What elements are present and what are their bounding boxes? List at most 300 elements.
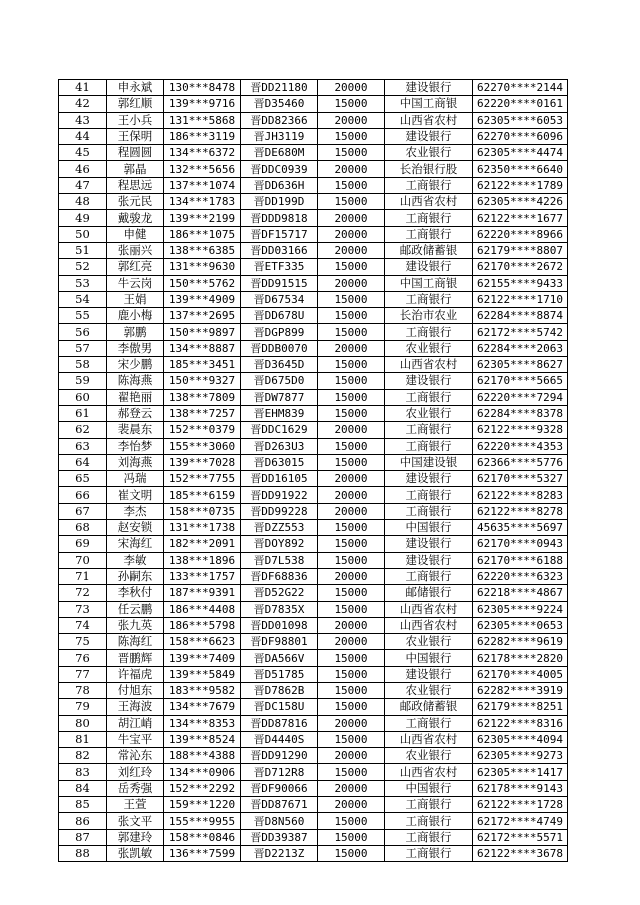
amount-cell: 15000 <box>318 145 385 161</box>
row-number-cell: 49 <box>59 210 107 226</box>
row-number-cell: 85 <box>59 797 107 813</box>
row-number-cell: 41 <box>59 80 107 96</box>
name-cell: 郝登云 <box>107 405 164 421</box>
card-number-cell: 62122****8278 <box>473 503 568 519</box>
bank-cell: 建设银行 <box>385 471 473 487</box>
name-cell: 王萱 <box>107 797 164 813</box>
table-row <box>59 259 568 275</box>
bank-cell: 工商银行 <box>385 715 473 731</box>
name-cell: 孙嗣东 <box>107 568 164 584</box>
plate-number-cell: 晋DDB0070 <box>241 340 318 356</box>
table-row <box>59 291 568 307</box>
card-number-cell: 62305****4474 <box>473 145 568 161</box>
amount-cell: 15000 <box>318 291 385 307</box>
plate-number-cell: 晋DW7877 <box>241 389 318 405</box>
amount-cell: 15000 <box>318 764 385 780</box>
bank-cell: 山西省农村 <box>385 731 473 747</box>
table-row <box>59 764 568 780</box>
card-number-cell: 62122****1677 <box>473 210 568 226</box>
bank-cell: 山西省农村 <box>385 601 473 617</box>
card-number-cell: 62305****1417 <box>473 764 568 780</box>
table-row <box>59 177 568 193</box>
row-number-cell: 64 <box>59 454 107 470</box>
table-row <box>59 226 568 242</box>
plate-number-cell: 晋EHM839 <box>241 405 318 421</box>
bank-cell: 山西省农村 <box>385 357 473 373</box>
amount-cell: 15000 <box>318 845 385 861</box>
table-row <box>59 389 568 405</box>
table-row <box>59 797 568 813</box>
row-number-cell: 57 <box>59 340 107 356</box>
card-number-cell: 62178****2820 <box>473 650 568 666</box>
row-number-cell: 76 <box>59 650 107 666</box>
table-row <box>59 780 568 796</box>
card-number-cell: 62305****6053 <box>473 112 568 128</box>
card-number-cell: 62170****0943 <box>473 536 568 552</box>
plate-number-cell: 晋JH3119 <box>241 128 318 144</box>
bank-cell: 农业银行 <box>385 145 473 161</box>
plate-number-cell: 晋D7862B <box>241 682 318 698</box>
bank-cell: 工商银行 <box>385 210 473 226</box>
plate-number-cell: 晋DD91290 <box>241 748 318 764</box>
row-number-cell: 46 <box>59 161 107 177</box>
amount-cell: 20000 <box>318 503 385 519</box>
plate-number-cell: 晋DGP899 <box>241 324 318 340</box>
bank-cell: 山西省农村 <box>385 194 473 210</box>
bank-cell: 建设银行 <box>385 666 473 682</box>
plate-number-cell: 晋DF68836 <box>241 568 318 584</box>
table-row <box>59 520 568 536</box>
name-cell: 陈海燕 <box>107 373 164 389</box>
table-row <box>59 438 568 454</box>
row-number-cell: 86 <box>59 813 107 829</box>
bank-cell: 工商银行 <box>385 422 473 438</box>
phone-cell: 138***7257 <box>164 405 241 421</box>
bank-cell: 工商银行 <box>385 845 473 861</box>
table-row <box>59 699 568 715</box>
table-row <box>59 471 568 487</box>
phone-cell: 159***1220 <box>164 797 241 813</box>
name-cell: 李杰 <box>107 503 164 519</box>
name-cell: 张丽兴 <box>107 242 164 258</box>
bank-cell: 工商银行 <box>385 797 473 813</box>
phone-cell: 152***2292 <box>164 780 241 796</box>
card-number-cell: 62305****9224 <box>473 601 568 617</box>
name-cell: 牛宝平 <box>107 731 164 747</box>
name-cell: 牛云岗 <box>107 275 164 291</box>
bank-cell: 建设银行 <box>385 80 473 96</box>
card-number-cell: 62366****5776 <box>473 454 568 470</box>
card-number-cell: 62220****6323 <box>473 568 568 584</box>
table-row <box>59 308 568 324</box>
plate-number-cell: 晋DD87816 <box>241 715 318 731</box>
card-number-cell: 62122****8316 <box>473 715 568 731</box>
phone-cell: 158***6623 <box>164 634 241 650</box>
amount-cell: 15000 <box>318 128 385 144</box>
amount-cell: 15000 <box>318 454 385 470</box>
bank-cell: 工商银行 <box>385 568 473 584</box>
table-row <box>59 242 568 258</box>
amount-cell: 20000 <box>318 242 385 258</box>
plate-number-cell: 晋DD87671 <box>241 797 318 813</box>
row-number-cell: 56 <box>59 324 107 340</box>
row-number-cell: 43 <box>59 112 107 128</box>
plate-number-cell: 晋D2213Z <box>241 845 318 861</box>
phone-cell: 150***9327 <box>164 373 241 389</box>
bank-cell: 中国工商银 <box>385 275 473 291</box>
plate-number-cell: 晋DDC1629 <box>241 422 318 438</box>
row-number-cell: 42 <box>59 96 107 112</box>
name-cell: 李秋付 <box>107 585 164 601</box>
table-row <box>59 748 568 764</box>
phone-cell: 139***2199 <box>164 210 241 226</box>
name-cell: 裴晨东 <box>107 422 164 438</box>
amount-cell: 20000 <box>318 210 385 226</box>
plate-number-cell: 晋DA566V <box>241 650 318 666</box>
table-row <box>59 210 568 226</box>
table-row <box>59 128 568 144</box>
amount-cell: 20000 <box>318 422 385 438</box>
phone-cell: 185***6159 <box>164 487 241 503</box>
amount-cell: 20000 <box>318 80 385 96</box>
row-number-cell: 80 <box>59 715 107 731</box>
row-number-cell: 77 <box>59 666 107 682</box>
name-cell: 晋鹏辉 <box>107 650 164 666</box>
table-row <box>59 715 568 731</box>
card-number-cell: 62282****9619 <box>473 634 568 650</box>
bank-cell: 邮储银行 <box>385 585 473 601</box>
bank-cell: 工商银行 <box>385 829 473 845</box>
phone-cell: 138***1896 <box>164 552 241 568</box>
phone-cell: 188***4388 <box>164 748 241 764</box>
name-cell: 刘海燕 <box>107 454 164 470</box>
name-cell: 李敏 <box>107 552 164 568</box>
row-number-cell: 61 <box>59 405 107 421</box>
plate-number-cell: 晋DD199D <box>241 194 318 210</box>
card-number-cell: 62218****4867 <box>473 585 568 601</box>
phone-cell: 150***9897 <box>164 324 241 340</box>
table-row <box>59 601 568 617</box>
amount-cell: 15000 <box>318 308 385 324</box>
bank-cell: 山西省农村 <box>385 617 473 633</box>
plate-number-cell: 晋DD39387 <box>241 829 318 845</box>
name-cell: 任云鹏 <box>107 601 164 617</box>
table-row <box>59 275 568 291</box>
row-number-cell: 45 <box>59 145 107 161</box>
plate-number-cell: 晋DD636H <box>241 177 318 193</box>
amount-cell: 15000 <box>318 829 385 845</box>
phone-cell: 138***7809 <box>164 389 241 405</box>
plate-number-cell: 晋DD16105 <box>241 471 318 487</box>
name-cell: 郭红亮 <box>107 259 164 275</box>
card-number-cell: 62282****3919 <box>473 682 568 698</box>
name-cell: 郭建玲 <box>107 829 164 845</box>
plate-number-cell: 晋DF90066 <box>241 780 318 796</box>
bank-cell: 中国建设银 <box>385 454 473 470</box>
amount-cell: 15000 <box>318 682 385 698</box>
row-number-cell: 87 <box>59 829 107 845</box>
phone-cell: 134***6372 <box>164 145 241 161</box>
card-number-cell: 62305****4226 <box>473 194 568 210</box>
phone-cell: 155***3060 <box>164 438 241 454</box>
amount-cell: 15000 <box>318 699 385 715</box>
name-cell: 许福虎 <box>107 666 164 682</box>
name-cell: 宋少鹏 <box>107 357 164 373</box>
table-row <box>59 80 568 96</box>
row-number-cell: 88 <box>59 845 107 861</box>
plate-number-cell: 晋DE680M <box>241 145 318 161</box>
amount-cell: 15000 <box>318 650 385 666</box>
amount-cell: 15000 <box>318 601 385 617</box>
plate-number-cell: 晋DD99228 <box>241 503 318 519</box>
plate-number-cell: 晋DF98801 <box>241 634 318 650</box>
table-row <box>59 357 568 373</box>
bank-cell: 农业银行 <box>385 634 473 650</box>
phone-cell: 134***8353 <box>164 715 241 731</box>
plate-number-cell: 晋D4440S <box>241 731 318 747</box>
card-number-cell: 62284****8874 <box>473 308 568 324</box>
phone-cell: 139***4909 <box>164 291 241 307</box>
card-number-cell: 62305****0653 <box>473 617 568 633</box>
plate-number-cell: 晋D35460 <box>241 96 318 112</box>
name-cell: 赵安锁 <box>107 520 164 536</box>
card-number-cell: 62270****2144 <box>473 80 568 96</box>
card-number-cell: 62122****1789 <box>473 177 568 193</box>
bank-cell: 中国工商银 <box>385 96 473 112</box>
row-number-cell: 74 <box>59 617 107 633</box>
row-number-cell: 70 <box>59 552 107 568</box>
phone-cell: 186***3119 <box>164 128 241 144</box>
name-cell: 冯瑞 <box>107 471 164 487</box>
amount-cell: 20000 <box>318 161 385 177</box>
name-cell: 宋海红 <box>107 536 164 552</box>
row-number-cell: 68 <box>59 520 107 536</box>
name-cell: 刘红玲 <box>107 764 164 780</box>
card-number-cell: 62270****6096 <box>473 128 568 144</box>
card-number-cell: 62220****0161 <box>473 96 568 112</box>
phone-cell: 187***9391 <box>164 585 241 601</box>
name-cell: 申健 <box>107 226 164 242</box>
bank-cell: 农业银行 <box>385 405 473 421</box>
card-number-cell: 62305****8627 <box>473 357 568 373</box>
phone-cell: 186***1075 <box>164 226 241 242</box>
row-number-cell: 79 <box>59 699 107 715</box>
plate-number-cell: 晋D712R8 <box>241 764 318 780</box>
bank-cell: 长治银行股 <box>385 161 473 177</box>
bank-cell: 中国银行 <box>385 520 473 536</box>
amount-cell: 20000 <box>318 471 385 487</box>
card-number-cell: 45635****5697 <box>473 520 568 536</box>
table-row <box>59 682 568 698</box>
row-number-cell: 52 <box>59 259 107 275</box>
name-cell: 崔文明 <box>107 487 164 503</box>
row-number-cell: 59 <box>59 373 107 389</box>
row-number-cell: 81 <box>59 731 107 747</box>
card-number-cell: 62172****5571 <box>473 829 568 845</box>
phone-cell: 131***5868 <box>164 112 241 128</box>
plate-number-cell: 晋DD91515 <box>241 275 318 291</box>
card-number-cell: 62178****9143 <box>473 780 568 796</box>
card-number-cell: 62172****5742 <box>473 324 568 340</box>
table-body <box>59 80 568 862</box>
bank-cell: 建设银行 <box>385 536 473 552</box>
table-row <box>59 405 568 421</box>
amount-cell: 15000 <box>318 177 385 193</box>
name-cell: 付旭东 <box>107 682 164 698</box>
phone-cell: 183***9582 <box>164 682 241 698</box>
card-number-cell: 62170****5665 <box>473 373 568 389</box>
table-row <box>59 585 568 601</box>
amount-cell: 15000 <box>318 585 385 601</box>
table-row <box>59 96 568 112</box>
row-number-cell: 71 <box>59 568 107 584</box>
amount-cell: 20000 <box>318 340 385 356</box>
name-cell: 戴骏龙 <box>107 210 164 226</box>
plate-number-cell: 晋D7835X <box>241 601 318 617</box>
plate-number-cell: 晋DD03166 <box>241 242 318 258</box>
row-number-cell: 54 <box>59 291 107 307</box>
amount-cell: 20000 <box>318 715 385 731</box>
phone-cell: 158***0846 <box>164 829 241 845</box>
plate-number-cell: 晋DD678U <box>241 308 318 324</box>
bank-cell: 工商银行 <box>385 487 473 503</box>
bank-cell: 建设银行 <box>385 552 473 568</box>
name-cell: 岳秀强 <box>107 780 164 796</box>
card-number-cell: 62155****9433 <box>473 275 568 291</box>
row-number-cell: 69 <box>59 536 107 552</box>
bank-cell: 中国银行 <box>385 650 473 666</box>
card-number-cell: 62172****4749 <box>473 813 568 829</box>
card-number-cell: 62122****1710 <box>473 291 568 307</box>
table-row <box>59 324 568 340</box>
table-row <box>59 568 568 584</box>
phone-cell: 134***1783 <box>164 194 241 210</box>
amount-cell: 20000 <box>318 634 385 650</box>
phone-cell: 132***5656 <box>164 161 241 177</box>
name-cell: 陈海红 <box>107 634 164 650</box>
phone-cell: 152***7755 <box>164 471 241 487</box>
name-cell: 王海波 <box>107 699 164 715</box>
amount-cell: 15000 <box>318 552 385 568</box>
phone-cell: 131***1738 <box>164 520 241 536</box>
row-number-cell: 75 <box>59 634 107 650</box>
name-cell: 张九英 <box>107 617 164 633</box>
phone-cell: 139***8524 <box>164 731 241 747</box>
table-row <box>59 194 568 210</box>
table-row <box>59 503 568 519</box>
bank-cell: 中国银行 <box>385 780 473 796</box>
plate-number-cell: 晋D263U3 <box>241 438 318 454</box>
table-row <box>59 666 568 682</box>
row-number-cell: 78 <box>59 682 107 698</box>
table-row <box>59 454 568 470</box>
row-number-cell: 72 <box>59 585 107 601</box>
bank-cell: 工商银行 <box>385 503 473 519</box>
row-number-cell: 63 <box>59 438 107 454</box>
row-number-cell: 58 <box>59 357 107 373</box>
name-cell: 李傲男 <box>107 340 164 356</box>
name-cell: 郭晶 <box>107 161 164 177</box>
plate-number-cell: 晋DOY892 <box>241 536 318 552</box>
bank-cell: 建设银行 <box>385 373 473 389</box>
row-number-cell: 47 <box>59 177 107 193</box>
card-number-cell: 62122****8283 <box>473 487 568 503</box>
bank-cell: 建设银行 <box>385 259 473 275</box>
amount-cell: 15000 <box>318 194 385 210</box>
bank-cell: 山西省农村 <box>385 112 473 128</box>
table-row <box>59 650 568 666</box>
row-number-cell: 66 <box>59 487 107 503</box>
phone-cell: 138***6385 <box>164 242 241 258</box>
plate-number-cell: 晋D63015 <box>241 454 318 470</box>
amount-cell: 20000 <box>318 797 385 813</box>
row-number-cell: 50 <box>59 226 107 242</box>
row-number-cell: 53 <box>59 275 107 291</box>
plate-number-cell: 晋DD82366 <box>241 112 318 128</box>
amount-cell: 15000 <box>318 373 385 389</box>
phone-cell: 133***1757 <box>164 568 241 584</box>
card-number-cell: 62220****4353 <box>473 438 568 454</box>
name-cell: 李怡梦 <box>107 438 164 454</box>
phone-cell: 186***5798 <box>164 617 241 633</box>
row-number-cell: 48 <box>59 194 107 210</box>
row-number-cell: 55 <box>59 308 107 324</box>
card-number-cell: 62122****1728 <box>473 797 568 813</box>
amount-cell: 20000 <box>318 226 385 242</box>
amount-cell: 20000 <box>318 617 385 633</box>
phone-cell: 139***7028 <box>164 454 241 470</box>
table-row <box>59 845 568 861</box>
plate-number-cell: 晋DC158U <box>241 699 318 715</box>
amount-cell: 20000 <box>318 487 385 503</box>
bank-cell: 邮政储蓄银 <box>385 242 473 258</box>
card-number-cell: 62170****5327 <box>473 471 568 487</box>
plate-number-cell: 晋D52G22 <box>241 585 318 601</box>
card-number-cell: 62179****8807 <box>473 242 568 258</box>
table-row <box>59 161 568 177</box>
phone-cell: 137***1074 <box>164 177 241 193</box>
row-number-cell: 82 <box>59 748 107 764</box>
bank-cell: 农业银行 <box>385 340 473 356</box>
card-number-cell: 62122****3678 <box>473 845 568 861</box>
bank-cell: 建设银行 <box>385 128 473 144</box>
plate-number-cell: 晋DD21180 <box>241 80 318 96</box>
amount-cell: 20000 <box>318 780 385 796</box>
name-cell: 王保明 <box>107 128 164 144</box>
plate-number-cell: 晋D8N560 <box>241 813 318 829</box>
table-row <box>59 145 568 161</box>
name-cell: 张元民 <box>107 194 164 210</box>
name-cell: 鹿小梅 <box>107 308 164 324</box>
table-row <box>59 373 568 389</box>
phone-cell: 134***0906 <box>164 764 241 780</box>
phone-cell: 185***3451 <box>164 357 241 373</box>
table-row <box>59 422 568 438</box>
plate-number-cell: 晋D51785 <box>241 666 318 682</box>
phone-cell: 182***2091 <box>164 536 241 552</box>
name-cell: 张文平 <box>107 813 164 829</box>
name-cell: 郭红顺 <box>107 96 164 112</box>
name-cell: 程思远 <box>107 177 164 193</box>
amount-cell: 15000 <box>318 96 385 112</box>
plate-number-cell: 晋DD01098 <box>241 617 318 633</box>
card-number-cell: 62305****4094 <box>473 731 568 747</box>
plate-number-cell: 晋DDD9818 <box>241 210 318 226</box>
bank-cell: 农业银行 <box>385 748 473 764</box>
amount-cell: 15000 <box>318 324 385 340</box>
phone-cell: 139***9716 <box>164 96 241 112</box>
bank-cell: 农业银行 <box>385 682 473 698</box>
